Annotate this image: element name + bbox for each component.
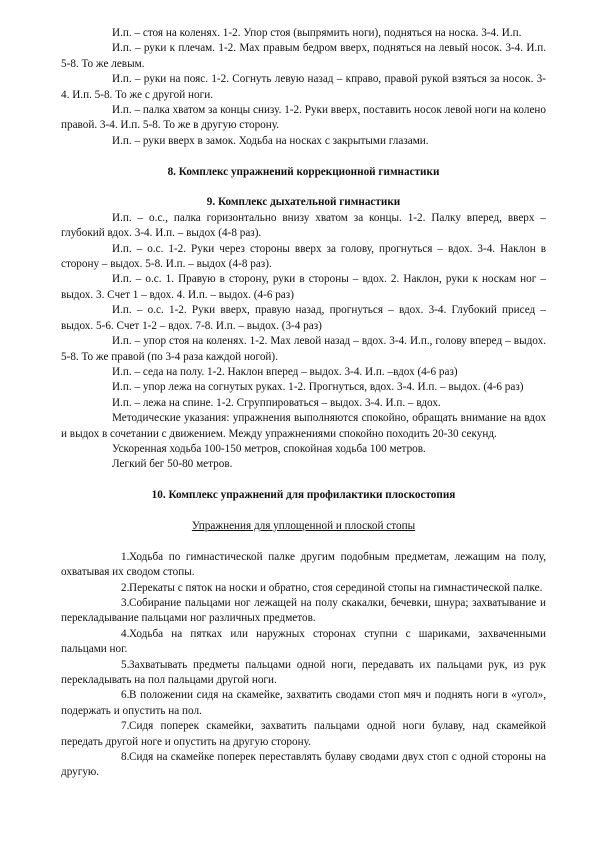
- list-item: [61, 658, 546, 689]
- item-text: Сидя на скамейке поперек переставлять булаву сводами двух стоп с одной стороны на другую.: [61, 751, 546, 779]
- intro-exercises: [61, 26, 546, 781]
- list-item: [61, 627, 546, 658]
- paragraph: И.п. – лежа на спине. 1-2. Сгруппироваться – выдох. 3-4. И.п. – вдох.: [112, 396, 441, 409]
- paragraph: Легкий бег 50-80 метров.: [112, 458, 233, 471]
- section-heading-8: 8. Комплекс упражнений коррекционной гимнастики: [167, 165, 440, 178]
- paragraph: Методические указания: упражнения выполняются спокойно, обращать внимание на вдох и выдох в сочетании с движением. Между упражнениями спокойно походить 20-30 секунд.: [61, 412, 546, 440]
- item-number: 7.: [121, 720, 130, 733]
- item-text: Ходьба на пятках или наружных сторонах ступни с шариками, захваченными пальцами ног.: [61, 627, 546, 656]
- item-number: 6.: [121, 689, 130, 702]
- section-heading-10: 10. Комплекс упражнений для профилактики плоскостопия: [151, 489, 456, 502]
- list-item: [61, 596, 546, 627]
- paragraph: И.п. – упор лежа на согнутых руках. 1-2. Прогнуться, вдох. 3-4. И.п. – выдох. (4-6 раз): [112, 381, 524, 394]
- item-text: Захватывать предметы пальцами одной ноги, передавать их пальцами рук, из рук перекладывать на пол пальцами другой ноги.: [61, 658, 546, 686]
- paragraph: И.п. – седа на полу. 1-2. Наклон вперед – выдох. 3-4. И.п. –вдох (4-6 раз): [112, 365, 458, 378]
- list-item: [61, 581, 546, 596]
- item-text: Собирание пальцами ног лежащей на полу скакалки, бечевки, шнура; захватывание и перекладывание пальцами ног различных предметов.: [61, 596, 546, 625]
- paragraph: И.п. – о.с. 1-2. Руки вверх, правую назад, прогнуться – вдох. 3-4. Глубокий присед – выдох. 5-6. Счет 1-2 – вдох. 7-8. И.п. – выдох. (3-4 раз): [61, 304, 546, 332]
- list-item: [61, 550, 546, 581]
- paragraph: И.п. – палка хватом за концы снизу. 1-2. Руки вверх, поставить носок левой ноги на колено правой. 3-4. И.п. 5-8. То же в другую сторону.: [61, 104, 546, 132]
- item-text: Ходьба по гимнастической палке другим подобным предметам, лежащим на полу, охватывая их сводом стопы.: [61, 550, 546, 579]
- paragraph: И.п. – о.с., палка горизонтально внизу хватом за концы. 1-2. Палку вперед, вверх – глубокий вдох. 3-4. И.п. – выдох (4-8 раз).: [61, 211, 546, 240]
- item-number: 4.: [121, 627, 130, 640]
- item-number: 5.: [121, 658, 130, 671]
- paragraph: И.п. – о.с. 1. Правую в сторону, руки в стороны – вдох. 2. Наклон, руки к носкам ног – выдох. 3. Счет 1 – вдох. 4. И.п. – выдох. (4-6 раз): [61, 273, 546, 301]
- list-item: [61, 719, 546, 750]
- paragraph: И.п. – руки к плечам. 1-2. Мах правым бедром вверх, подняться на левый носок. 3-4. И.п. 5-8. То же левым.: [61, 42, 546, 70]
- exercise-list: [61, 550, 546, 781]
- item-number: 3.: [121, 596, 130, 609]
- paragraph: И.п. – руки вверх в замок. Ходьба на носках с закрытыми глазами.: [112, 134, 429, 147]
- subsection-heading: Упражнения для уплощенной и плоской стопы: [191, 519, 416, 532]
- item-number: 8.: [121, 751, 130, 764]
- paragraph: И.п. – о.с. 1-2. Руки через стороны вверх за голову, прогнуться – вдох. 3-4. Наклон в сторону – выдох. 5-8. И.п. – выдох (4-8 раз).: [61, 242, 546, 271]
- paragraph: И.п. – руки на пояс. 1-2. Согнуть левую назад – кправо, правой рукой взяться за носок. 3-4. И.п. 5-8. То же с другой ноги.: [61, 73, 546, 101]
- paragraph: Ускоренная ходьба 100-150 метров, спокойная ходьба 100 метров.: [112, 442, 426, 455]
- list-item: [61, 750, 546, 781]
- paragraph: И.п. – упор стоя на коленях. 1-2. Мах левой назад – вдох. 3-4. И.п., голову вперед – выдох. 5-8. То же правой (по 3-4 раза каждой ногой).: [61, 335, 546, 363]
- item-text: В положении сидя на скамейке, захватить сводами стоп мяч и поднять ноги в «угол», подержать и опустить на пол.: [61, 689, 546, 717]
- paragraph: И.п. – стоя на коленях. 1-2. Упор стоя (выпрямить ноги), подняться на носка. 3-4. И.п.: [112, 27, 522, 39]
- item-number: 2.: [121, 581, 130, 594]
- list-item: [61, 688, 546, 719]
- section-heading-9: 9. Комплекс дыхательной гимнастики: [206, 196, 401, 209]
- item-text: Сидя поперек скамейки, захватить пальцами одной ноги булаву, над скамейкой передать другой ноге и опустить на другую сторону.: [61, 720, 546, 748]
- item-number: 1.: [121, 550, 130, 563]
- item-text: Перекаты с пяток на носки и обратно, стоя серединой стопы на гимнастической палке.: [129, 581, 543, 594]
